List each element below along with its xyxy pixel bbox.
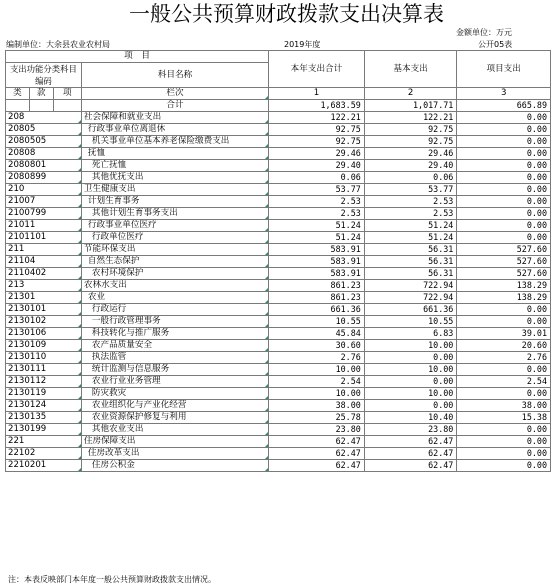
amount-project: 0.00	[457, 208, 551, 220]
subject-name: 一般行政管理事务	[81, 316, 268, 328]
amount-project: 0.00	[457, 460, 551, 472]
table-row	[6, 400, 551, 412]
table-row	[6, 436, 551, 448]
subject-code: 2101101	[6, 232, 82, 244]
amount-basic: 722.94	[364, 292, 457, 304]
project-column-header: 项目支出	[457, 51, 551, 88]
amount-total: 23.80	[269, 424, 365, 436]
table-row	[6, 412, 551, 424]
amount-project: 2.54	[457, 376, 551, 388]
table-row	[6, 376, 551, 388]
amount-project: 0.00	[457, 148, 551, 160]
subject-name: 行政运行	[81, 304, 268, 316]
subject-name: 机关事业单位基本养老保险缴费支出	[81, 136, 268, 148]
subject-code: 2130109	[6, 340, 82, 352]
amount-total: 0.06	[269, 172, 365, 184]
col-number-2: 2	[364, 88, 457, 100]
subject-code: 2130135	[6, 412, 82, 424]
subject-code: 213	[6, 280, 82, 292]
table-row	[6, 160, 551, 172]
amount-project: 138.29	[457, 292, 551, 304]
amount-total: 2.76	[269, 352, 365, 364]
amount-project: 527.60	[457, 244, 551, 256]
amount-basic: 62.47	[364, 448, 457, 460]
total-row-label: 合计	[81, 100, 268, 112]
xiang-header: 项	[53, 88, 81, 100]
amount-basic: 51.24	[364, 220, 457, 232]
amount-basic: 0.00	[364, 400, 457, 412]
amount-project: 0.00	[457, 112, 551, 124]
subject-name: 行政单位医疗	[81, 232, 268, 244]
subject-code: 2130106	[6, 328, 82, 340]
table-row	[6, 388, 551, 400]
amount-project: 0.00	[457, 184, 551, 196]
subject-name: 农业组织化与产业化经营	[81, 400, 268, 412]
amount-project: 20.60	[457, 340, 551, 352]
amount-basic: 2.53	[364, 208, 457, 220]
subject-code: 221	[6, 436, 82, 448]
amount-basic: 10.40	[364, 412, 457, 424]
subject-name: 农业	[81, 292, 268, 304]
amount-basic: 122.21	[364, 112, 457, 124]
table-row	[6, 352, 551, 364]
table-row	[6, 340, 551, 352]
total-column-header: 本年支出合计	[269, 51, 365, 88]
col-number-3: 3	[457, 88, 551, 100]
amount-total: 2.53	[269, 208, 365, 220]
table-row	[6, 208, 551, 220]
subject-code: 2210201	[6, 460, 82, 472]
amount-total: 583.91	[269, 256, 365, 268]
amount-basic: 6.83	[364, 328, 457, 340]
table-row	[6, 280, 551, 292]
subject-name: 卫生健康支出	[81, 184, 268, 196]
amount-project: 0.00	[457, 172, 551, 184]
amount-basic: 0.06	[364, 172, 457, 184]
amount-project: 0.00	[457, 220, 551, 232]
amount-basic: 56.31	[364, 244, 457, 256]
table-row	[6, 268, 551, 280]
subject-code: 21007	[6, 196, 82, 208]
amount-total: 583.91	[269, 244, 365, 256]
footnote: 注：本表反映部门本年度一般公共预算财政拨款支出情况。	[8, 575, 216, 584]
amount-basic: 92.75	[364, 124, 457, 136]
amount-project: 0.00	[457, 232, 551, 244]
amount-project: 38.00	[457, 400, 551, 412]
subject-name: 其他计划生育事务支出	[81, 208, 268, 220]
subject-name: 死亡抚恤	[81, 160, 268, 172]
amount-total: 38.00	[269, 400, 365, 412]
amount-project: 0.00	[457, 316, 551, 328]
table-row	[6, 184, 551, 196]
amount-project: 2.76	[457, 352, 551, 364]
function-code-header: 支出功能分类科目编码	[6, 63, 82, 88]
amount-project: 0.00	[457, 448, 551, 460]
subject-code: 2130112	[6, 376, 82, 388]
amount-total: 25.78	[269, 412, 365, 424]
table-row	[6, 220, 551, 232]
amount-basic: 56.31	[364, 268, 457, 280]
amount-total: 53.77	[269, 184, 365, 196]
subject-name: 社会保障和就业支出	[81, 112, 268, 124]
table-row	[6, 424, 551, 436]
table-code: 公开05表	[478, 40, 513, 49]
amount-project: 0.00	[457, 196, 551, 208]
amount-total: 92.75	[269, 136, 365, 148]
amount-basic: 0.00	[364, 352, 457, 364]
amount-basic: 53.77	[364, 184, 457, 196]
subject-name: 农林水支出	[81, 280, 268, 292]
amount-basic: 51.24	[364, 232, 457, 244]
subject-code: 2130102	[6, 316, 82, 328]
col-number-1: 1	[269, 88, 365, 100]
amount-project: 0.00	[457, 136, 551, 148]
amount-total: 2.53	[269, 196, 365, 208]
amount-total: 62.47	[269, 448, 365, 460]
amount-basic: 0.00	[364, 376, 457, 388]
subject-name: 住房保障支出	[81, 436, 268, 448]
subject-code: 21011	[6, 220, 82, 232]
amount-total: 122.21	[269, 112, 365, 124]
subject-code: 2080801	[6, 160, 82, 172]
amount-total: 861.23	[269, 292, 365, 304]
table-row	[6, 244, 551, 256]
subject-name: 计划生育事务	[81, 196, 268, 208]
subject-name: 抚恤	[81, 148, 268, 160]
amount-total: 45.84	[269, 328, 365, 340]
amount-project: 0.00	[457, 436, 551, 448]
amount-total: 29.46	[269, 148, 365, 160]
amount-basic: 62.47	[364, 460, 457, 472]
subject-name-header: 科目名称	[81, 63, 268, 88]
subject-code: 210	[6, 184, 82, 196]
total-project: 665.89	[457, 100, 551, 112]
amount-project: 0.00	[457, 424, 551, 436]
subject-name: 农村环境保护	[81, 268, 268, 280]
subject-code: 20808	[6, 148, 82, 160]
table-row	[6, 124, 551, 136]
amount-basic: 722.94	[364, 280, 457, 292]
subject-name: 统计监测与信息服务	[81, 364, 268, 376]
table-row	[6, 196, 551, 208]
subject-code: 2130199	[6, 424, 82, 436]
table-row	[6, 460, 551, 472]
item-header: 项 目	[6, 51, 269, 63]
amount-total: 10.00	[269, 388, 365, 400]
total-amount: 1,683.59	[269, 100, 365, 112]
subject-name: 农业行业业务管理	[81, 376, 268, 388]
subject-name: 科技转化与推广服务	[81, 328, 268, 340]
amount-project: 0.00	[457, 388, 551, 400]
subject-code: 2130119	[6, 388, 82, 400]
expenditure-table	[5, 50, 551, 472]
amount-total: 62.47	[269, 460, 365, 472]
table-row	[6, 112, 551, 124]
amount-project: 0.00	[457, 124, 551, 136]
table-row	[6, 172, 551, 184]
subject-name: 行政事业单位离退休	[81, 124, 268, 136]
amount-project: 15.38	[457, 412, 551, 424]
subject-code: 211	[6, 244, 82, 256]
subject-name: 农业资源保护修复与利用	[81, 412, 268, 424]
subject-name: 防灾救灾	[81, 388, 268, 400]
amount-total: 92.75	[269, 124, 365, 136]
subject-code: 2080899	[6, 172, 82, 184]
amount-total: 10.00	[269, 364, 365, 376]
subject-code: 2110402	[6, 268, 82, 280]
subject-code: 2130124	[6, 400, 82, 412]
subject-code: 20805	[6, 124, 82, 136]
subject-code: 22102	[6, 448, 82, 460]
amount-basic: 10.00	[364, 340, 457, 352]
subject-code: 2130111	[6, 364, 82, 376]
subject-name: 住房公积金	[81, 460, 268, 472]
table-row	[6, 292, 551, 304]
basic-column-header: 基本支出	[364, 51, 457, 88]
subject-name: 行政事业单位医疗	[81, 220, 268, 232]
amount-project: 39.01	[457, 328, 551, 340]
table-row	[6, 304, 551, 316]
amount-basic: 10.00	[364, 364, 457, 376]
info-bar	[0, 39, 551, 50]
subject-name: 其他农业支出	[81, 424, 268, 436]
subject-name: 自然生态保护	[81, 256, 268, 268]
subject-name: 节能环保支出	[81, 244, 268, 256]
table-row	[6, 364, 551, 376]
subject-code: 2130101	[6, 304, 82, 316]
table-row	[6, 316, 551, 328]
amount-project: 527.60	[457, 256, 551, 268]
amount-total: 51.24	[269, 232, 365, 244]
amount-total: 661.36	[269, 304, 365, 316]
compiling-unit: 编制单位：大余县农业农村局	[6, 40, 110, 49]
amount-basic: 10.00	[364, 388, 457, 400]
amount-basic: 661.36	[364, 304, 457, 316]
amount-basic: 29.46	[364, 148, 457, 160]
subject-code: 21104	[6, 256, 82, 268]
amount-basic: 56.31	[364, 256, 457, 268]
amount-project: 527.60	[457, 268, 551, 280]
subject-code: 208	[6, 112, 82, 124]
amount-total: 62.47	[269, 436, 365, 448]
amount-basic: 29.40	[364, 160, 457, 172]
amount-total: 29.40	[269, 160, 365, 172]
table-row	[6, 136, 551, 148]
amount-basic: 23.80	[364, 424, 457, 436]
subject-name: 其他优抚支出	[81, 172, 268, 184]
amount-total: 51.24	[269, 220, 365, 232]
amount-project: 138.29	[457, 280, 551, 292]
subject-name: 执法监管	[81, 352, 268, 364]
table-row	[6, 256, 551, 268]
amount-basic: 92.75	[364, 136, 457, 148]
kuan-header: 款	[29, 88, 53, 100]
fiscal-year: 2019年度	[284, 40, 321, 49]
subject-code: 21301	[6, 292, 82, 304]
table-row	[6, 328, 551, 340]
amount-basic: 10.55	[364, 316, 457, 328]
amount-project: 0.00	[457, 364, 551, 376]
subject-name: 住房改革支出	[81, 448, 268, 460]
report-title: 一般公共预算财政拨款支出决算表	[129, 2, 444, 26]
amount-total: 583.91	[269, 268, 365, 280]
amount-total: 30.60	[269, 340, 365, 352]
subject-name: 农产品质量安全	[81, 340, 268, 352]
amount-basic: 2.53	[364, 196, 457, 208]
table-row	[6, 148, 551, 160]
table-row	[6, 232, 551, 244]
lanci-label: 栏次	[81, 88, 268, 100]
table-row	[6, 448, 551, 460]
subject-code: 2130110	[6, 352, 82, 364]
amount-project: 0.00	[457, 304, 551, 316]
amount-total: 10.55	[269, 316, 365, 328]
amount-project: 0.00	[457, 160, 551, 172]
amount-total: 2.54	[269, 376, 365, 388]
total-basic: 1,017.71	[364, 100, 457, 112]
amount-unit: 金额单位：万元	[456, 28, 512, 37]
subject-code: 2080505	[6, 136, 82, 148]
amount-basic: 62.47	[364, 436, 457, 448]
lei-header: 类	[6, 88, 30, 100]
amount-total: 861.23	[269, 280, 365, 292]
subject-code: 2100799	[6, 208, 82, 220]
